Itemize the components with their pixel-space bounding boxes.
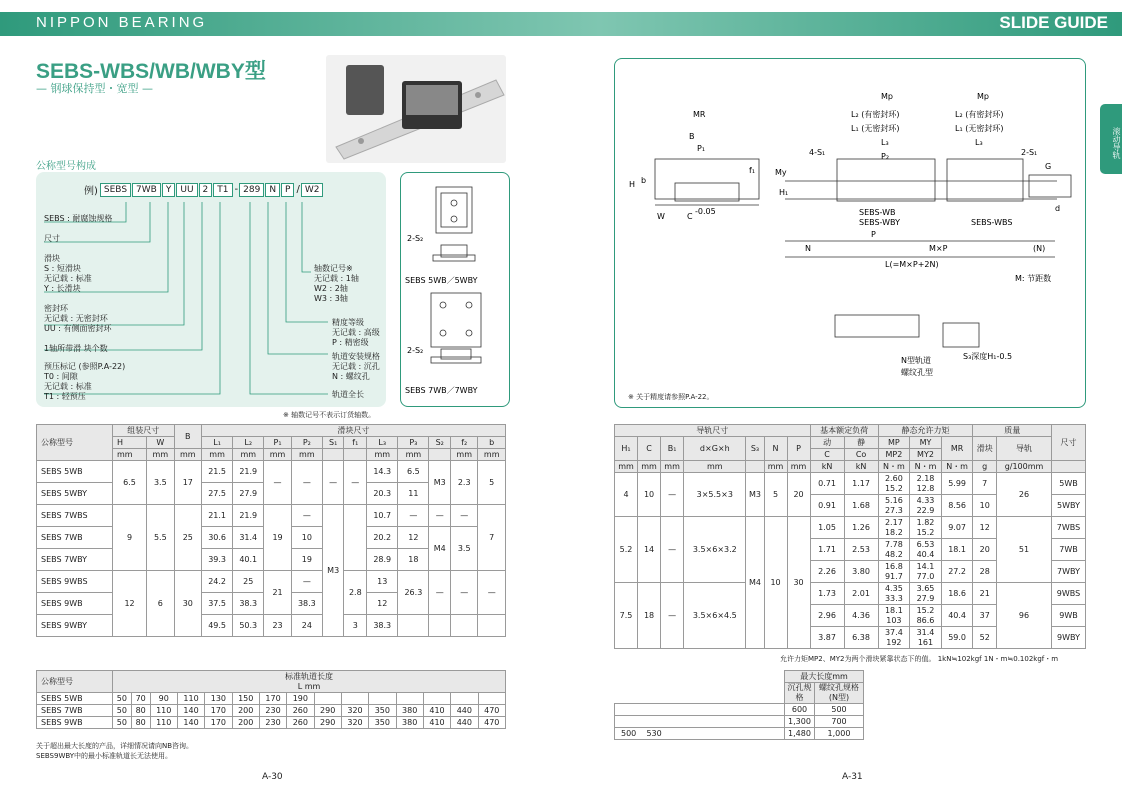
my-label: My <box>775 168 787 177</box>
c-tol-label: -0.05 <box>695 207 716 216</box>
code-segment: W2 <box>301 183 324 197</box>
table-row: SEBS 5WB 6.5 3.5 17 21.5 21.9 — — — — 14.3 6.5 M3 2.3 5 <box>37 461 506 483</box>
product-photo <box>326 55 506 163</box>
section-title: 公称型号构成 <box>36 161 96 172</box>
label-axis: 轴数记号※ 无记载 : 1轴 W2 : 2轴 W3 : 3轴 <box>314 264 359 303</box>
pitch-label: M: 节距数 <box>1015 274 1052 283</box>
n-label-a: N <box>805 244 811 253</box>
right-spec-table: 导轨尺寸 基本额定负荷 静态允许力矩 质量 尺寸 H₁ C B₁ d×G×h S₃ N P 动 静 MP MY MR 滑块 导轨 C Co MP2 MY2 mm mm mm mm mm mm kN kN N・m N・m N・m g g/100mm 4 10 — 3×5.5×3 M3 5 20 0.71 1.17 2.60 15.2 2.18 12.8 5.99 7 26 5WB 0.91 1.68 5.16 27.3 4.33 22.9 8.56 10 5WBY 5.2 14 — 3.5×6×3.2 M4 10 30 1.05 1.26 2.17 18.2 1.82 15.2 9.07 12 51 7WBS 1.71 2.53 7.78 48.2 6.53 40.4 18.1 20 7WB 2.26 3.80 16.8 91.7 14.1 77.0 27.2 28 7WBY 7.5 18 — 3.5×6×4.5 1.73 2.01 4.35 33.3 3.65 27.9 18.6 21 96 9WBS 2.96 4.36 18.1 103 15.2 86.6 40.4 37 9WB 3.87 6.38 37.4 192 31.4 161 59.0 52 9WBY <box>614 424 1086 649</box>
d-label: d <box>1055 204 1061 213</box>
code-segment: N <box>265 183 280 197</box>
label-accuracy: 精度等级 无记载 : 高级 P : 精密级 <box>332 318 380 347</box>
table-row: 500 530 1,480 1,000 <box>615 728 864 740</box>
code-segment: UU <box>176 183 197 197</box>
p-label: P <box>871 230 876 239</box>
l3-label-a: L₃ <box>881 138 889 147</box>
b-label: B <box>689 132 695 141</box>
table-row: SEBS 5WBY 27.5 27.9 20.3 11 <box>37 483 506 505</box>
table-row: 7.5 18 — 3.5×6×4.5 1.73 2.01 4.35 33.3 3.65 27.9 18.6 21 96 9WBS <box>615 583 1086 605</box>
accuracy-note: ※ 关于精度请参照P.A-22。 <box>628 393 714 401</box>
table-row: SEBS 5WB 50 70 90 110 130 150 170 190 <box>37 693 506 705</box>
label-length: 轨道全长 <box>332 390 364 399</box>
dimension-drawing <box>615 59 1087 409</box>
label-series: SEBS : 耐腐蚀规格 <box>44 214 113 223</box>
l1-label-a: L₁ (无密封环) <box>851 124 900 133</box>
table-row: SEBS 7WB 50 80 110 140 170 200 230 260 290 320 350 380 410 440 470 <box>37 705 506 717</box>
w-label: W <box>657 212 665 221</box>
model-wbs: SEBS-WBS <box>971 218 1013 227</box>
code-segment: T1 <box>213 183 232 197</box>
page-number-right: A-31 <box>842 772 863 782</box>
table-row: SEBS 9WB 50 80 110 140 170 200 230 260 290 320 350 380 410 440 470 <box>37 717 506 729</box>
s2-label-b: 2-S₂ <box>407 346 424 355</box>
moment-note: 允许力矩MP2、MY2为两个滑块紧靠状态下的值。 1kN≒102kgf 1N・m≒0.102kgf・m <box>780 655 1059 663</box>
mxp-label: M×P <box>929 244 948 253</box>
model-label-b: SEBS 7WB／7WBY <box>405 386 478 395</box>
label-block: 滑块 S : 短滑块 无记载 : 标准 Y : 长滑块 <box>44 254 92 293</box>
mp-label-b: Mp <box>977 92 989 101</box>
label-qty: 1轴所带滑 块个数 <box>44 344 108 353</box>
length-table: 公称型号 标准轨道长度 L mm SEBS 5WB 50 70 90 110 130 150 170 190 SEBS 7WB 50 80 110 140 170 200 230 260 290 320 350 380 410 440 470 SEBS 9WB 50 80 110 140 170 200 230 260 290 320 350 380 410 440 470 <box>36 670 506 729</box>
l1-label-b: L₁ (无密封环) <box>955 124 1004 133</box>
label-rail: 轨道安装规格 无记载 : 沉孔 N : 螺纹孔 <box>332 352 380 381</box>
side-view-drawing <box>401 173 511 408</box>
composition-box <box>36 172 386 407</box>
page-number-left: A-30 <box>262 772 283 782</box>
h1-label: H₁ <box>779 188 789 197</box>
p2-label: P₂ <box>881 152 890 161</box>
l2-label-a: L₂ (有密封环) <box>851 110 900 119</box>
table-row: 3.87 6.38 37.4 192 31.4 161 59.0 52 9WBY <box>615 627 1086 649</box>
page-title: SEBS-WBS/WB/WBY型 <box>36 60 266 83</box>
axis-note: ※ 轴数记号不表示订货轴数。 <box>283 411 376 419</box>
label-seal: 密封环 无记载 : 无密封环 UU : 有侧面密封环 <box>44 304 112 333</box>
n-label-b: (N) <box>1033 244 1046 253</box>
table-row: SEBS 9WB 37.5 38.3 38.3 12 <box>37 593 506 615</box>
table-row: 2.26 3.80 16.8 91.7 14.1 77.0 27.2 28 7WBY <box>615 561 1086 583</box>
dimension-diagram <box>614 58 1086 408</box>
h-label: H <box>629 180 636 189</box>
side-views <box>400 172 510 407</box>
code-segment: 289 <box>239 183 264 197</box>
model-wb: SEBS-WB <box>859 208 896 217</box>
g-label: G <box>1045 162 1052 171</box>
page-subtitle: — 钢球保持型・宽型 — <box>36 82 153 95</box>
max-length-table: 最大长度mm 沉孔规格 螺纹孔规格(N型) 600 500 1,300 700 500 530 1,480 1,000 <box>614 670 864 740</box>
table-row: SEBS 7WBY 39.3 40.1 19 28.9 18 <box>37 549 506 571</box>
l2-label-b: L₂ (有密封环) <box>955 110 1004 119</box>
s2-label-a: 2-S₂ <box>407 234 424 243</box>
table-row: SEBS 7WBS 9 5.5 25 21.1 21.9 19 — M3 10.7 — — — 7 <box>37 505 506 527</box>
label-preload: 预压标记 (参照P.A-22) T0 : 间隙 无记载 : 标准 T1 : 轻预压 <box>44 362 126 401</box>
s3-label: S₃深度H₁-0.5 <box>963 352 1013 361</box>
b1-label: b <box>641 176 647 185</box>
model-wby: SEBS-WBY <box>859 218 900 227</box>
table-row: 1,300 700 <box>615 716 864 728</box>
code-segment: 7WB <box>132 183 161 197</box>
model-label-a: SEBS 5WB／5WBY <box>405 276 478 285</box>
category-bar: SLIDE GUIDE <box>600 12 1122 36</box>
left-spec-table: 公称型号 组装尺寸 B 滑块尺寸 H W L₁ L₂ P₁ P₂ S₁ f₁ L₃ P₃ S₂ f₂ b mm mm mm mm mm mm mm mm mm mm mm SEBS 5WB 6.5 3.5 17 21.5 21.9 — — — — 14.3 6.5 M3 2.3 5 SEBS 5WBY 27.5 27.9 20.3 11 SEBS 7WBS 9 5.5 25 21.1 21.9 19 — M3 10.7 — — — 7 SEBS 7WB 30.6 31.4 10 20.2 12 M4 3.5 SEBS 7WBY 39.3 40.1 19 28.9 18 SEBS 9WBS 12 6 30 24.2 25 21 — 2.8 13 26.3 — — — SEBS 9WB 37.5 38.3 38.3 12 SEBS 9WBY 49.5 50.3 23 24 3 38.3 <box>36 424 506 637</box>
l3-label-b: L₃ <box>975 138 983 147</box>
table-row: SEBS 9WBY 49.5 50.3 23 24 3 38.3 <box>37 615 506 637</box>
table-row: 0.91 1.68 5.16 27.3 4.33 22.9 8.56 10 5WBY <box>615 495 1086 517</box>
table-row: 1.71 2.53 7.78 48.2 6.53 40.4 18.1 20 7WB <box>615 539 1086 561</box>
example-code: 例) SEBS 7WB Y UU 2 T1 - 289 N P / W2 <box>84 182 324 197</box>
example-label: 例) <box>84 186 98 197</box>
header <box>0 0 1122 38</box>
table-row: 4 10 — 3×5.5×3 M3 5 20 0.71 1.17 2.60 15.2 2.18 12.8 5.99 7 26 5WB <box>615 473 1086 495</box>
table-row: 2.96 4.36 18.1 103 15.2 86.6 40.4 37 9WB <box>615 605 1086 627</box>
mr-label: MR <box>693 110 706 119</box>
guide-image <box>326 55 506 163</box>
nrail-label-a: N型轨道 <box>901 356 931 365</box>
f1-label: f₁ <box>749 166 756 175</box>
code-segment: 2 <box>199 183 213 197</box>
l-label: L(=M×P+2N) <box>885 260 939 269</box>
table-row: 600 500 <box>615 704 864 716</box>
nrail-label-b: 螺纹孔型 <box>901 368 933 377</box>
s1-label-a: 4-S₁ <box>809 148 826 157</box>
mp-label-a: Mp <box>881 92 893 101</box>
label-size: 尺寸 <box>44 234 60 243</box>
code-segment: P <box>281 183 294 197</box>
table-row: SEBS 7WB 30.6 31.4 10 20.2 12 M4 3.5 <box>37 527 506 549</box>
footnote: 关于超出最大长度的产品，详细情况请向NB咨询。 SEBS9WBY中的最小标准轨道长无法使用。 <box>36 742 194 760</box>
table-row: 5.2 14 — 3.5×6×3.2 M4 10 30 1.05 1.26 2.17 18.2 1.82 15.2 9.07 12 51 7WBS <box>615 517 1086 539</box>
side-tab: 滚动导轨 <box>1100 104 1122 174</box>
table-row: SEBS 9WBS 12 6 30 24.2 25 21 — 2.8 13 26.3 — — — <box>37 571 506 593</box>
p1-label: P₁ <box>697 144 706 153</box>
s1-label-b: 2-S₁ <box>1021 148 1038 157</box>
code-segment: SEBS <box>100 183 131 197</box>
c-label: C <box>687 212 693 221</box>
brand-bar: NIPPON BEARING <box>0 12 600 36</box>
code-segment: Y <box>162 183 176 197</box>
